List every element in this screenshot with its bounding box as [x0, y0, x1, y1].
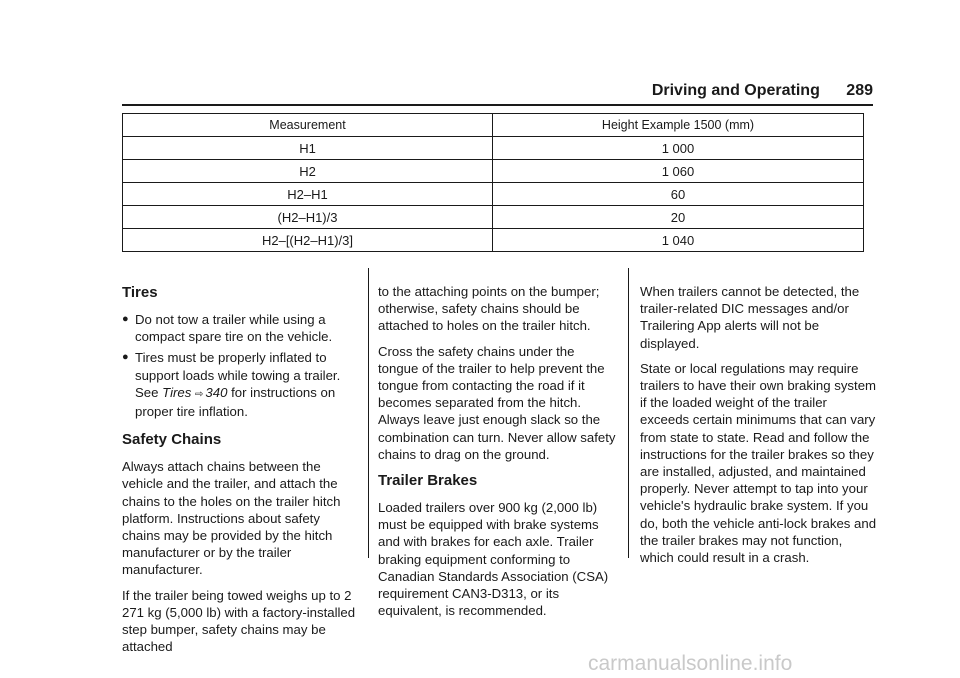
- page-header: [615, 82, 873, 102]
- bullet-text-end: for instructions on proper tire inflation.: [135, 384, 336, 420]
- column-header: Measurement: [123, 114, 493, 137]
- page-ref-link[interactable]: 340: [205, 384, 228, 400]
- paragraph: State or local regulations may require trailers to have their own braking system if the loaded weight of the trailer exceeds certain minimums that can vary from state to state. Read and follow the instructions for the trailer brakes so they are installed, adjusted, and maintained properly. Never attempt to tap into your vehicle's hydraulic brake system. If you do, both the vehicle anti-lock brakes and the trailer brakes may not function, which could result in a crash.: [640, 360, 877, 566]
- table-cell: H2–H1: [123, 183, 493, 206]
- safety-chains-heading: Safety Chains: [122, 431, 222, 449]
- table-cell: 60: [493, 183, 864, 206]
- section-title: Driving and Operating: [651, 82, 820, 99]
- table-cell: H1: [123, 137, 493, 160]
- tires-link[interactable]: Tires: [162, 384, 192, 400]
- column-header: Height Example 1500 (mm): [493, 114, 864, 137]
- paragraph: When trailers cannot be detected, the trailer-related DIC messages and/or Trailering App alerts will not be displayed.: [640, 284, 860, 351]
- paragraph: If the trailer being towed weighs up to 2 271 kg (5,000 lb) with a factory-installed step bumper, safety chains may be attached: [122, 587, 356, 655]
- table-cell: 1 060: [493, 160, 864, 183]
- watermark: carmanualsonline.info: [588, 652, 793, 675]
- bullet-icon: ●: [122, 313, 129, 325]
- column-divider: [368, 268, 369, 558]
- table-cell: 1 040: [493, 229, 864, 252]
- text-column-3: [640, 283, 878, 574]
- page-ref-arrow-icon: ⇨: [195, 388, 204, 400]
- table-row: [123, 137, 864, 160]
- text-column-2: [378, 283, 616, 627]
- table-row: [123, 160, 864, 183]
- paragraph: Always attach chains between the vehicle and the trailer, and attach the chains to the holes on the trailer hitch platform. Instructions about safety chains may be provided by the hitch manufacturer or by the trailer manufacturer.: [122, 459, 341, 578]
- tires-heading: Tires: [122, 284, 158, 301]
- list-item: [122, 349, 360, 420]
- page-number: 289: [846, 82, 873, 99]
- table-cell: 20: [493, 206, 864, 229]
- tires-list: [122, 311, 360, 420]
- trailer-brakes-heading: Trailer Brakes: [378, 472, 478, 490]
- table-row: [123, 229, 864, 252]
- bullet-text: Tires must be properly inflated to support loads while towing a trailer. See: [135, 350, 341, 400]
- table-row: [123, 183, 864, 206]
- list-item: [122, 311, 360, 345]
- bullet-text: Do not tow a trailer while using a compact spare tire on the vehicle.: [135, 312, 333, 345]
- table-row: [123, 206, 864, 229]
- paragraph-continued: to the attaching points on the bumper; otherwise, safety chains should be attached to holes on the trailer hitch.: [378, 284, 600, 334]
- table-cell: H2–[(H2–H1)/3]: [123, 229, 493, 252]
- column-divider: [628, 268, 629, 558]
- paragraph: Loaded trailers over 900 kg (2,000 lb) must be equipped with brake systems and with brakes for each axle. Trailer braking equipment conforming to Canadian Standards Association (CSA) requirement CAN3-D313, or its equivalent, is recommended.: [378, 500, 609, 619]
- table-cell: 1 000: [493, 137, 864, 160]
- header-rule: [122, 104, 873, 106]
- table-header-row: [123, 114, 864, 137]
- table-cell: (H2–H1)/3: [123, 206, 493, 229]
- paragraph: Cross the safety chains under the tongue of the trailer to help prevent the tongue from contacting the road if it becomes separated from the hitch. Always leave just enough slack so the combination can turn. Never allow safety chains to drag on the ground.: [378, 343, 616, 462]
- bullet-icon: ●: [122, 351, 129, 364]
- text-column-1: [122, 283, 360, 663]
- measurement-table: [122, 113, 864, 252]
- table-cell: H2: [123, 160, 493, 183]
